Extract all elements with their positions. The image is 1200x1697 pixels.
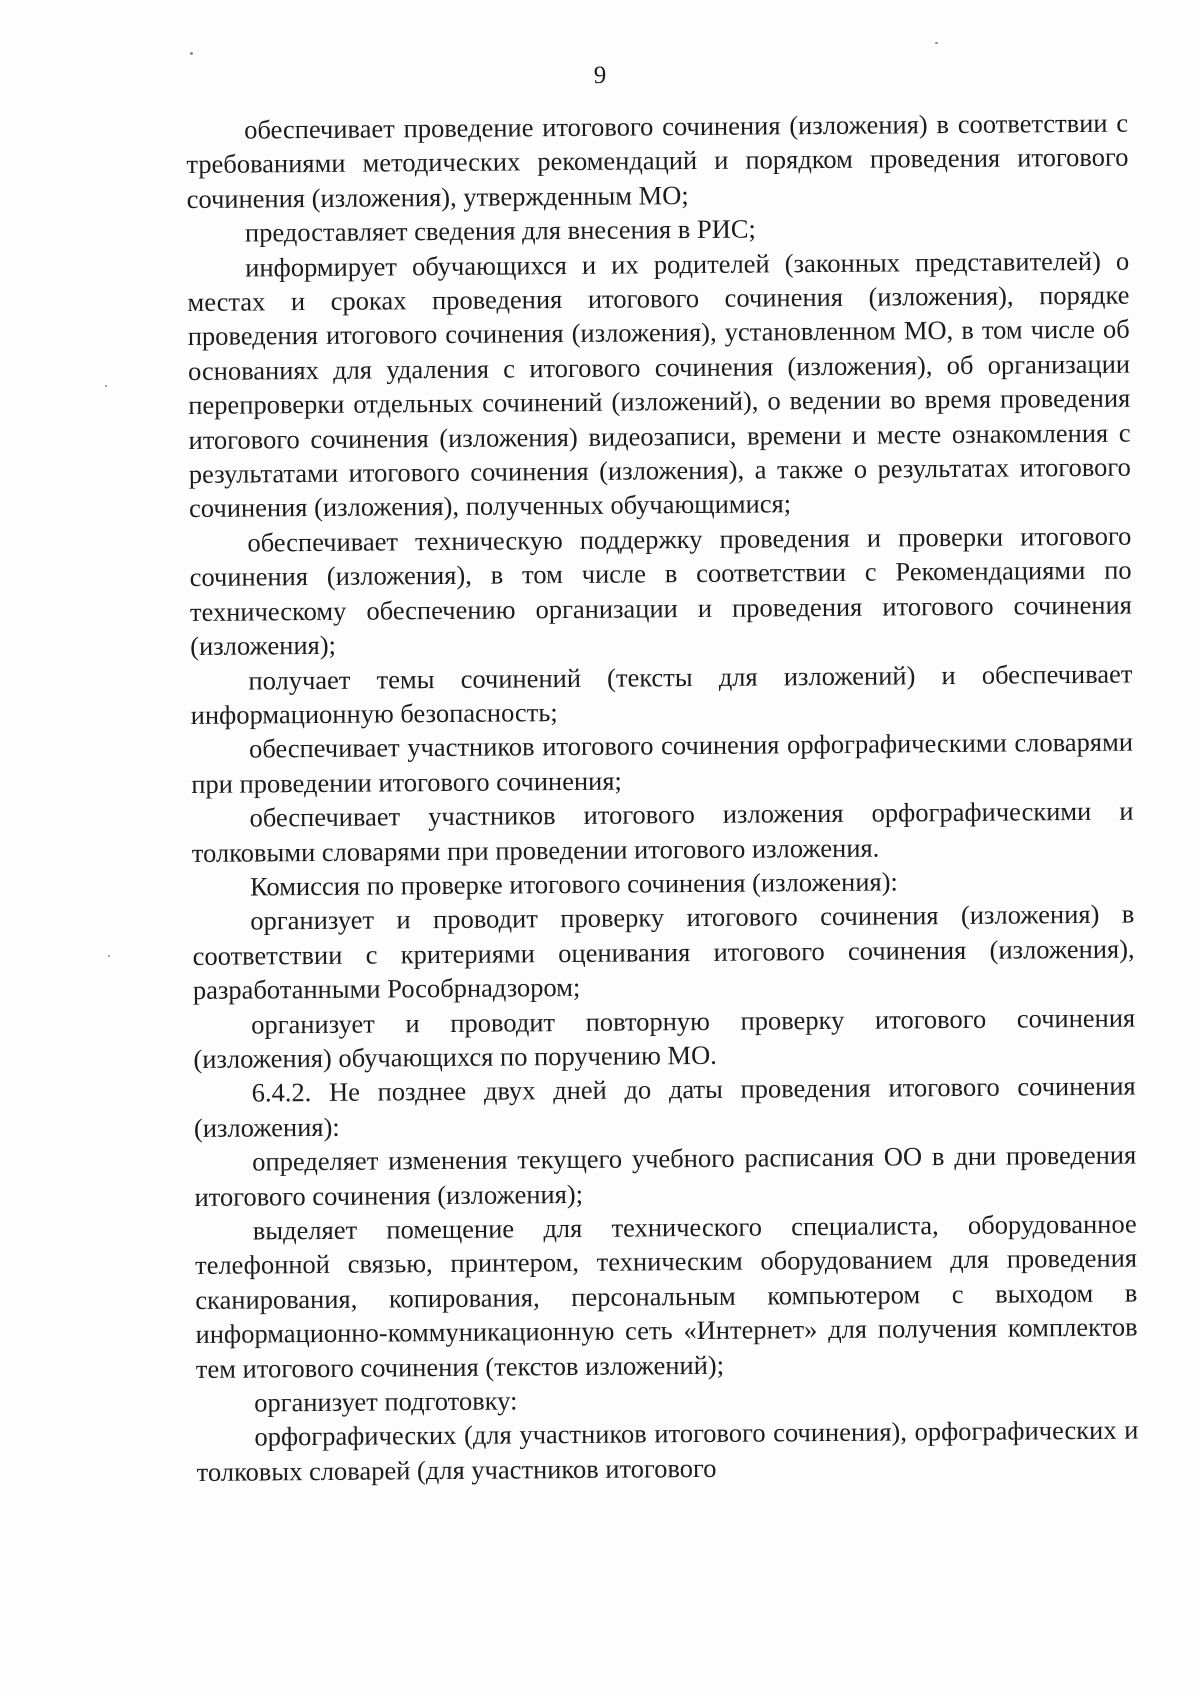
paragraph: обеспечивает участников итогового изложения орфографическими и толковыми словарями при проведении итогового изложения. (191, 795, 1134, 868)
paragraph: информирует обучающихся и их родителей (законных представителей) о местах и сроках проведения итогового сочинения (изложения), порядке проведения итогового сочинения (изложения), установленном МО, в том числе об основаниях для удаления с итогового сочинения (изложения), об организации перепроверки отдельных сочинений (изложений), о ведении во время проведения итогового сочинения (изложения) видеозаписи, времени и месте ознакомления с результатами итогового сочинения (изложения), а также о результатах итогового сочинения (изложения), полученных обучающимися; (187, 245, 1131, 524)
paragraph: обеспечивает проведение итогового сочинения (изложения) в соответствии с требованиями методических рекомендаций и порядком проведения итогового сочинения (изложения), утвержденным МО; (186, 107, 1129, 214)
paragraph: обеспечивает техническую поддержку проведения и проверки итогового сочинения (изложения), в том числе в соответствии с Рекомендациями по техническому обеспечению организации и проведения итогового сочинения (изложения); (189, 520, 1133, 662)
paragraph: Комиссия по проверке итогового сочинения (изложения): (249, 866, 898, 902)
scan-speck (108, 955, 110, 957)
paragraph: 6.4.2. Не позднее двух дней до даты проведения итогового сочинения (изложения): (193, 1070, 1136, 1143)
paragraph: орфографических (для участников итогового сочинения), орфографических и толковых словарей (для участников итогового (196, 1414, 1139, 1487)
page-number: 9 (593, 62, 607, 89)
paragraph: организует подготовку: (254, 1385, 518, 1418)
paragraph: организует и проводит проверку итогового сочинения (изложения) в соответствии с критериями оценивания итогового сочинения (изложения), разработанными Рособрнадзором; (192, 898, 1135, 1006)
document-body (186, 106, 1139, 1490)
paragraph: предоставляет сведения для внесения в РИС; (244, 213, 756, 248)
paragraph: организует и проводит повторную проверку итогового сочинения (изложения) обучающихся по поручению МО. (193, 1002, 1136, 1074)
scan-speck (105, 385, 107, 387)
paragraph: определяет изменения текущего учебного расписания ОО в дни проведения итогового сочинения (изложения); (194, 1139, 1137, 1212)
paragraph: получает темы сочинений (тексты для изложений) и обеспечивает информационную безопасность; (190, 658, 1133, 730)
paragraph: выделяет помещение для технического специалиста, оборудованное телефонной связью, принтером, техническим оборудованием для проведения сканирования, копирования, персональным компьютером с выходом в информационно-коммуникационную сеть «Интернет» для получения комплектов тем итогового сочинения (текстов изложений); (194, 1208, 1138, 1384)
paragraph: обеспечивает участников итогового сочинения орфографическими словарями при проведении итогового сочинения; (191, 726, 1134, 799)
scan-speck (190, 52, 193, 55)
scan-speck (935, 42, 938, 44)
